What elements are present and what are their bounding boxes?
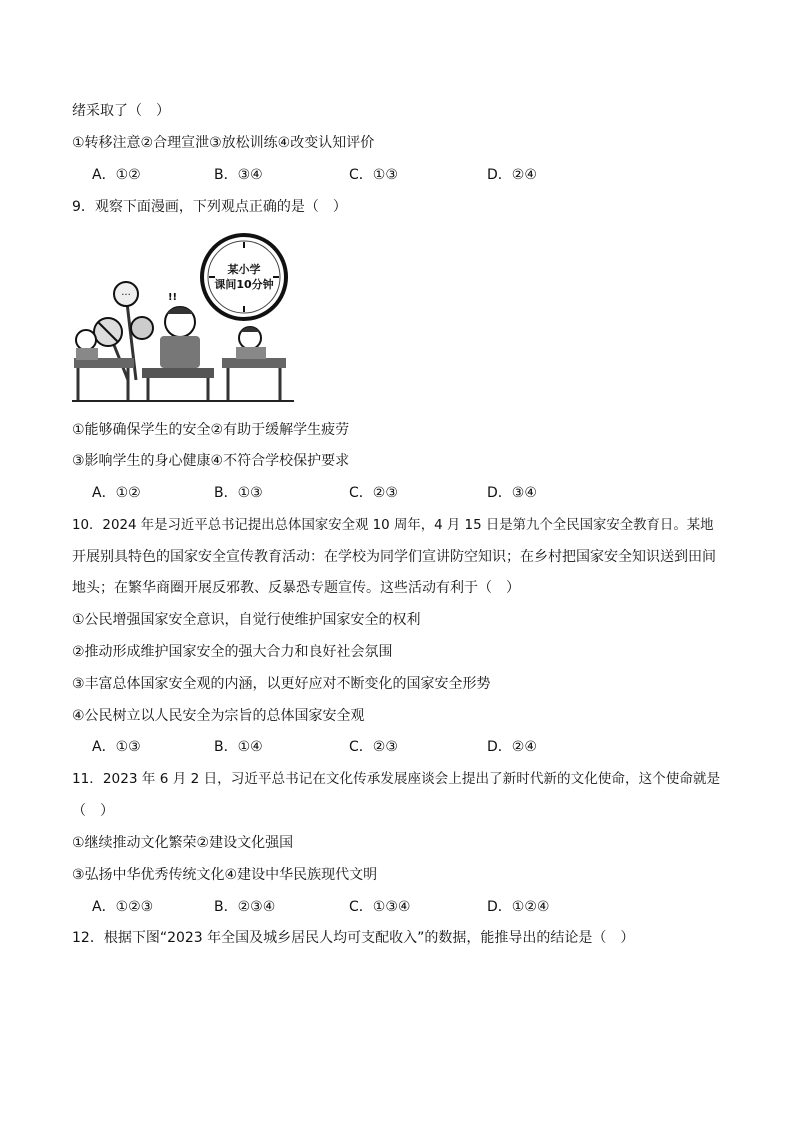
q10-statement-2: ②推动形成维护国家安全的强大合力和良好社会氛围 — [72, 644, 393, 660]
q8-option-d[interactable]: D．②④ — [487, 167, 537, 183]
q10-option-d[interactable]: D．②④ — [487, 739, 537, 755]
svg-text:···: ··· — [121, 290, 131, 301]
q9-statement-2: ③影响学生的身心健康④不符合学校保护要求 — [72, 453, 350, 469]
student-left-figure — [76, 330, 98, 360]
q10-option-c[interactable]: C．②③ — [349, 739, 398, 755]
q8-option-a[interactable]: A．①② — [92, 167, 141, 183]
q11-stem-line1: 11．2023 年 6 月 2 日，习近平总书记在文化传承发展座谈会上提出了新时代新的文化使命，这个使命就是 — [72, 771, 721, 787]
q11-option-a[interactable]: A．①②③ — [92, 899, 154, 915]
q10-stem-line2: 开展别具特色的国家安全宣传教育活动：在学校为同学们宣讲防空知识；在乡村把国家安全知识送到田间 — [72, 549, 716, 565]
no-running-sign-icon — [94, 318, 128, 380]
no-talking-sign-icon — [131, 317, 153, 339]
q9-statement-1: ①能够确保学生的安全②有助于缓解学生疲劳 — [72, 422, 350, 438]
q10-option-a[interactable]: A．①③ — [92, 739, 141, 755]
q10-statement-3: ③丰富总体国家安全观的内涵，以更好应对不断变化的国家安全形势 — [72, 676, 491, 692]
cartoon-image — [72, 230, 294, 402]
clock-text-line2: 课间10分钟 — [214, 278, 274, 291]
q9-option-b[interactable]: B．①③ — [214, 485, 263, 501]
q11-option-d[interactable]: D．①②④ — [487, 899, 550, 915]
q10-stem-line1: 10．2024 年是习近平总书记提出总体国家安全观 10 周年，4 月 15 日是第九个全民国家安全教育日。某地 — [72, 518, 714, 533]
q10-statement-1: ①公民增强国家安全意识，自觉行使维护国家安全的权利 — [72, 612, 421, 628]
q9-option-c[interactable]: C．②③ — [349, 485, 398, 501]
q9-option-a[interactable]: A．①② — [92, 485, 141, 501]
q8-option-b[interactable]: B．③④ — [214, 167, 263, 183]
q8-statements: ①转移注意②合理宣泄③放松训练④改变认知评价 — [72, 135, 375, 151]
student-center-figure — [160, 292, 200, 368]
q11-option-b[interactable]: B．②③④ — [214, 899, 276, 915]
clock-text-line1: 某小学 — [227, 263, 261, 276]
clock-icon — [202, 235, 286, 319]
q11-stem-line2: （ ） — [72, 803, 114, 819]
q11-statement-2: ③弘扬中华优秀传统文化④建设中华民族现代文明 — [72, 867, 378, 883]
svg-text:!!: !! — [168, 292, 178, 303]
q12-stem: 12．根据下图“2023 年全国及城乡居民人均可支配收入”的数据，能推导出的结论是（ ） — [72, 930, 635, 946]
q9-option-d[interactable]: D．③④ — [487, 485, 537, 501]
q10-option-b[interactable]: B．①④ — [214, 739, 263, 755]
q11-option-c[interactable]: C．①③④ — [349, 899, 411, 915]
q8-stem-tail: 绪采取了（ ） — [72, 103, 170, 119]
q10-statement-4: ④公民树立以人民安全为宗旨的总体国家安全观 — [72, 708, 365, 724]
student-right-figure — [236, 327, 266, 359]
q9-stem: 9．观察下面漫画，下列观点正确的是（ ） — [72, 199, 347, 215]
q8-option-c[interactable]: C．①③ — [349, 167, 398, 183]
q10-stem-line3: 地头；在繁华商圈开展反邪教、反暴恐专题宣传。这些活动有利于（ ） — [72, 580, 520, 596]
q11-statement-1: ①继续推动文化繁荣②建设文化强国 — [72, 835, 294, 851]
